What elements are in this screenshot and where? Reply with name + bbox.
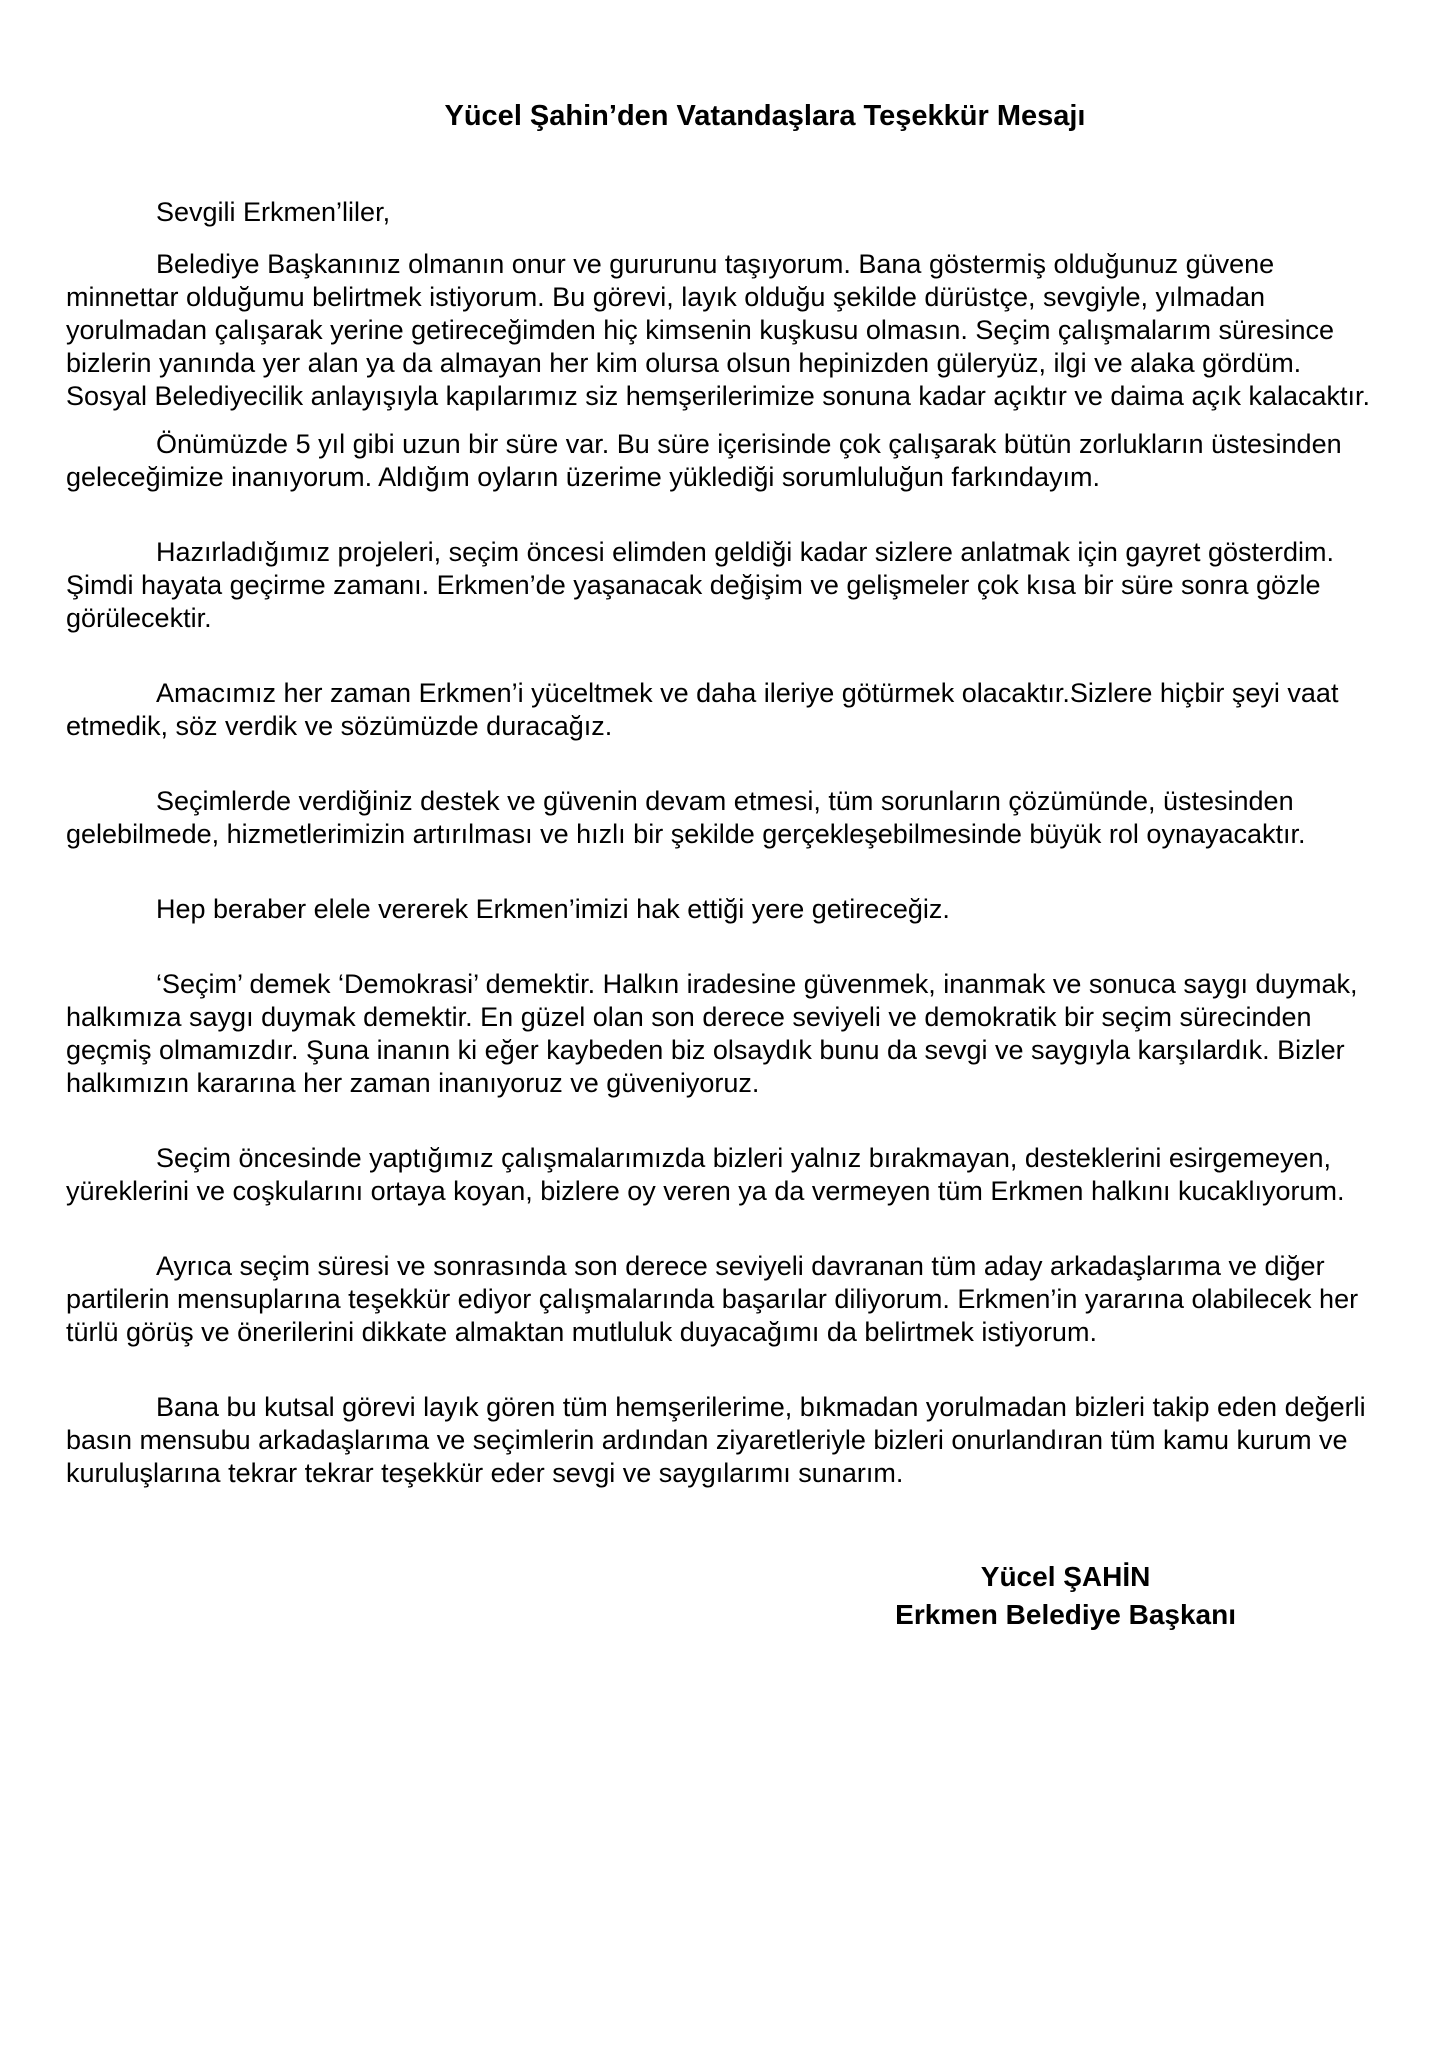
paragraph-1: Belediye Başkanınız olmanın onur ve gururunu taşıyorum. Bana göstermiş olduğunuz güvene minnettar olduğumu belirtmek istiyorum. Bu görevi, layık olduğu şekilde dürüstçe, sevgiyle, yılmadan yorulmadan çalışarak yerine getireceğimden hiç kimsenin kuşkusu olmasın. Seçim çalışmalarım süresince bizlerin yanında yer alan ya da almayan her kim olursa olsun hepinizden güleryüz, ilgi ve alaka gördüm. Sosyal Belediyecilik anlayışıyla kapılarımız siz hemşerilerimize sonuna kadar açıktır ve daima açık kalacaktır. [66,249,1371,411]
paragraph-8: Seçim öncesinde yaptığımız çalışmalarımızda bizleri yalnız bırakmayan, desteklerini esirgemeyen, yüreklerini ve coşkularını ortaya koyan, bizlere oy veren ya da vermeyen tüm Erkmen halkını kucaklıyorum. [66,1143,1345,1206]
signature-block [66,1558,1376,1634]
paragraph-2: Önümüzde 5 yıl gibi uzun bir süre var. Bu süre içerisinde çok çalışarak bütün zorlukların üstesinden geleceğimize inanıyorum. Aldığım oyların üzerime yüklediği sorumluluğun farkındayım. [66,429,1342,492]
salutation: Sevgili Erkmen’liler, [156,197,391,227]
paragraph-6: Hep beraber elele vererek Erkmen’imizi hak ettiği yere getireceğiz. [156,894,950,924]
signature-inner [895,1558,1236,1634]
document-title: Yücel Şahin’den Vatandaşlara Teşekkür Mesajı [444,100,1086,132]
paragraph-10: Bana bu kutsal görevi layık gören tüm hemşerilerime, bıkmadan yorulmadan bizleri takip eden değerli basın mensubu arkadaşlarıma ve seçimlerin ardından ziyaretleriyle bizleri onurlandıran tüm kamu kurum ve kuruluşlarına tekrar tekrar teşekkür eder sevgi ve saygılarımı sunarım. [66,1392,1366,1488]
paragraph-5: Seçimlerde verdiğiniz destek ve güvenin devam etmesi, tüm sorunların çözümünde, üstesinden gelebilmede, hizmetlerimizin artırılması ve hızlı bir şekilde gerçekleşebilmesinde büyük rol oynayacaktır. [66,786,1306,849]
signature-role: Erkmen Belediye Başkanı [895,1599,1236,1630]
signature-name: Yücel ŞAHİN [980,1561,1151,1592]
paragraph-9: Ayrıca seçim süresi ve sonrasında son derece seviyeli davranan tüm aday arkadaşlarıma ve diğer partilerin mensuplarına teşekkür ediyor çalışmalarında başarılar diliyorum. Erkmen’in yararına olabilecek her türlü görüş ve önerilerini dikkate almaktan mutluluk duyacağımı da belirtmek istiyorum. [66,1251,1359,1347]
paragraph-3: Hazırladığımız projeleri, seçim öncesi elimden geldiği kadar sizlere anlatmak için gayret gösterdim. Şimdi hayata geçirme zamanı. Erkmen’de yaşanacak değişim ve gelişmeler çok kısa bir süre sonra gözle görülecektir. [66,537,1334,633]
paragraph-7: ‘Seçim’ demek ‘Demokrasi’ demektir. Halkın iradesine güvenmek, inanmak ve sonuca saygı duymak, halkımıza saygı duymak demektir. En güzel olan son derece seviyeli ve demokratik bir seçim sürecinden geçmiş olmamızdır. Şuna inanın ki eğer kaybeden biz olsaydık bunu da sevgi ve saygıyla karşılardık. Bizler halkımızın kararına her zaman inanıyoruz ve güveniyoruz. [66,969,1358,1098]
paragraph-4: Amacımız her zaman Erkmen’i yüceltmek ve daha ileriye götürmek olacaktır.Sizlere hiçbir şeyi vaat etmedik, söz verdik ve sözümüzde duracağız. [66,678,1339,741]
